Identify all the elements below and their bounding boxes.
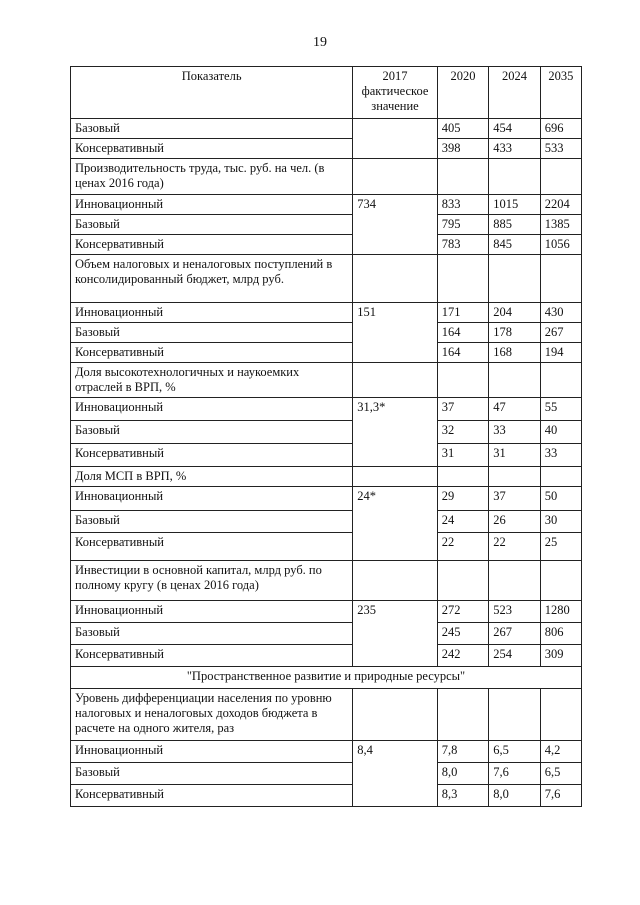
value-2024-cell: 8,0	[489, 785, 541, 807]
value-2020-cell: 245	[437, 623, 489, 645]
value-2035-cell: 55	[540, 398, 581, 421]
value-2024-cell: 31	[489, 444, 541, 467]
value-2035-cell: 309	[540, 645, 581, 667]
empty-cell	[353, 255, 437, 303]
table-row	[71, 195, 582, 215]
fact-2017-cell	[353, 763, 437, 785]
value-2035-cell: 2204	[540, 195, 581, 215]
value-2024-cell: 168	[489, 343, 541, 363]
table-row	[71, 741, 582, 763]
empty-cell	[353, 363, 437, 398]
empty-cell	[353, 467, 437, 487]
value-2020-cell: 795	[437, 215, 489, 235]
table-body	[71, 119, 582, 807]
table-row	[71, 601, 582, 623]
group-label: Доля высокотехнологичных и наукоемких отраслей в ВРП, %	[71, 363, 353, 398]
fact-2017-cell	[353, 343, 437, 363]
value-2024-cell: 433	[489, 139, 541, 159]
group-label: Доля МСП в ВРП, %	[71, 467, 353, 487]
fact-2017-cell: 31,3*	[353, 398, 437, 421]
empty-cell	[437, 363, 489, 398]
fact-2017-cell	[353, 533, 437, 561]
fact-2017-cell	[353, 139, 437, 159]
table-row	[71, 785, 582, 807]
value-2035-cell: 696	[540, 119, 581, 139]
empty-cell	[540, 689, 581, 741]
value-2035-cell: 1385	[540, 215, 581, 235]
scenario-label: Базовый	[71, 623, 353, 645]
fact-2017-cell: 734	[353, 195, 437, 215]
table-row	[71, 487, 582, 511]
scenario-label: Инновационный	[71, 303, 353, 323]
fact-2017-cell: 235	[353, 601, 437, 623]
value-2035-cell: 50	[540, 487, 581, 511]
value-2020-cell: 31	[437, 444, 489, 467]
fact-2017-cell	[353, 235, 437, 255]
value-2024-cell: 178	[489, 323, 541, 343]
fact-2017-cell: 151	[353, 303, 437, 323]
value-2024-cell: 267	[489, 623, 541, 645]
empty-cell	[437, 561, 489, 601]
group-row	[71, 689, 582, 741]
table-row	[71, 623, 582, 645]
fact-2017-cell	[353, 645, 437, 667]
page-number: 19	[313, 35, 327, 50]
fact-2017-cell	[353, 511, 437, 533]
fact-2017-cell	[353, 444, 437, 467]
group-label: Уровень дифференциации населения по уровню налоговых и неналоговых доходов бюджета в расчете на одного жителя, раз	[71, 689, 353, 741]
value-2024-cell: 523	[489, 601, 541, 623]
header-2035: 2035	[540, 67, 581, 119]
header-2020: 2020	[437, 67, 489, 119]
fact-2017-cell	[353, 215, 437, 235]
scenario-label: Базовый	[71, 119, 353, 139]
value-2020-cell: 22	[437, 533, 489, 561]
header-2024: 2024	[489, 67, 541, 119]
table-row	[71, 215, 582, 235]
table-row	[71, 763, 582, 785]
value-2024-cell: 37	[489, 487, 541, 511]
value-2020-cell: 7,8	[437, 741, 489, 763]
indicators-table	[70, 66, 582, 807]
value-2035-cell: 25	[540, 533, 581, 561]
value-2024-cell: 47	[489, 398, 541, 421]
group-row	[71, 467, 582, 487]
table-row	[71, 343, 582, 363]
value-2020-cell: 398	[437, 139, 489, 159]
value-2035-cell: 33	[540, 444, 581, 467]
value-2024-cell: 26	[489, 511, 541, 533]
table-row	[71, 119, 582, 139]
empty-cell	[540, 159, 581, 195]
value-2035-cell: 6,5	[540, 763, 581, 785]
scenario-label: Консервативный	[71, 343, 353, 363]
value-2035-cell: 1056	[540, 235, 581, 255]
value-2020-cell: 37	[437, 398, 489, 421]
empty-cell	[540, 255, 581, 303]
value-2035-cell: 533	[540, 139, 581, 159]
value-2024-cell: 1015	[489, 195, 541, 215]
scenario-label: Консервативный	[71, 139, 353, 159]
group-row	[71, 561, 582, 601]
table-row	[71, 303, 582, 323]
value-2024-cell: 22	[489, 533, 541, 561]
fact-2017-cell	[353, 623, 437, 645]
header-indicator: Показатель	[71, 67, 353, 119]
table-row	[71, 323, 582, 343]
value-2035-cell: 806	[540, 623, 581, 645]
value-2020-cell: 783	[437, 235, 489, 255]
scenario-label: Инновационный	[71, 487, 353, 511]
value-2035-cell: 40	[540, 421, 581, 444]
value-2024-cell: 885	[489, 215, 541, 235]
table-row	[71, 645, 582, 667]
value-2035-cell: 1280	[540, 601, 581, 623]
empty-cell	[437, 159, 489, 195]
fact-2017-cell	[353, 421, 437, 444]
scenario-label: Инновационный	[71, 195, 353, 215]
value-2035-cell: 7,6	[540, 785, 581, 807]
table-row	[71, 398, 582, 421]
fact-2017-cell	[353, 785, 437, 807]
value-2020-cell: 405	[437, 119, 489, 139]
value-2020-cell: 242	[437, 645, 489, 667]
value-2035-cell: 430	[540, 303, 581, 323]
section-title: "Пространственное развитие и природные ресурсы"	[71, 667, 582, 689]
empty-cell	[353, 561, 437, 601]
section-row	[71, 667, 582, 689]
scenario-label: Инновационный	[71, 741, 353, 763]
value-2020-cell: 8,0	[437, 763, 489, 785]
value-2020-cell: 32	[437, 421, 489, 444]
empty-cell	[540, 561, 581, 601]
value-2035-cell: 30	[540, 511, 581, 533]
empty-cell	[353, 159, 437, 195]
scenario-label: Консервативный	[71, 533, 353, 561]
scenario-label: Базовый	[71, 323, 353, 343]
value-2020-cell: 833	[437, 195, 489, 215]
scenario-label: Базовый	[71, 421, 353, 444]
value-2020-cell: 8,3	[437, 785, 489, 807]
fact-2017-cell: 24*	[353, 487, 437, 511]
group-row	[71, 255, 582, 303]
scenario-label: Базовый	[71, 763, 353, 785]
table-header-row	[71, 67, 582, 119]
value-2024-cell: 6,5	[489, 741, 541, 763]
empty-cell	[437, 689, 489, 741]
table-row	[71, 139, 582, 159]
value-2020-cell: 29	[437, 487, 489, 511]
scenario-label: Инновационный	[71, 601, 353, 623]
group-label: Инвестиции в основной капитал, млрд руб. по полному кругу (в ценах 2016 года)	[71, 561, 353, 601]
value-2024-cell: 254	[489, 645, 541, 667]
value-2024-cell: 7,6	[489, 763, 541, 785]
group-row	[71, 363, 582, 398]
value-2024-cell: 845	[489, 235, 541, 255]
empty-cell	[540, 467, 581, 487]
table-row	[71, 444, 582, 467]
fact-2017-cell	[353, 119, 437, 139]
empty-cell	[437, 255, 489, 303]
scenario-label: Инновационный	[71, 398, 353, 421]
empty-cell	[489, 255, 541, 303]
table-row	[71, 511, 582, 533]
scenario-label: Консервативный	[71, 785, 353, 807]
empty-cell	[540, 363, 581, 398]
table-row	[71, 421, 582, 444]
header-2017: 2017 фактическое значение	[353, 67, 437, 119]
empty-cell	[489, 159, 541, 195]
value-2035-cell: 267	[540, 323, 581, 343]
value-2035-cell: 4,2	[540, 741, 581, 763]
fact-2017-cell: 8,4	[353, 741, 437, 763]
table-row	[71, 235, 582, 255]
empty-cell	[489, 467, 541, 487]
scenario-label: Консервативный	[71, 444, 353, 467]
empty-cell	[489, 363, 541, 398]
group-label: Производительность труда, тыс. руб. на чел. (в ценах 2016 года)	[71, 159, 353, 195]
empty-cell	[489, 561, 541, 601]
empty-cell	[437, 467, 489, 487]
fact-2017-cell	[353, 323, 437, 343]
value-2035-cell: 194	[540, 343, 581, 363]
value-2020-cell: 164	[437, 323, 489, 343]
value-2024-cell: 454	[489, 119, 541, 139]
value-2020-cell: 272	[437, 601, 489, 623]
group-row	[71, 159, 582, 195]
value-2020-cell: 171	[437, 303, 489, 323]
group-label: Объем налоговых и неналоговых поступлений в консолидированный бюджет, млрд руб.	[71, 255, 353, 303]
empty-cell	[353, 689, 437, 741]
table-row	[71, 533, 582, 561]
empty-cell	[489, 689, 541, 741]
value-2020-cell: 164	[437, 343, 489, 363]
value-2024-cell: 33	[489, 421, 541, 444]
scenario-label: Базовый	[71, 215, 353, 235]
scenario-label: Консервативный	[71, 645, 353, 667]
scenario-label: Базовый	[71, 511, 353, 533]
value-2024-cell: 204	[489, 303, 541, 323]
scenario-label: Консервативный	[71, 235, 353, 255]
value-2020-cell: 24	[437, 511, 489, 533]
